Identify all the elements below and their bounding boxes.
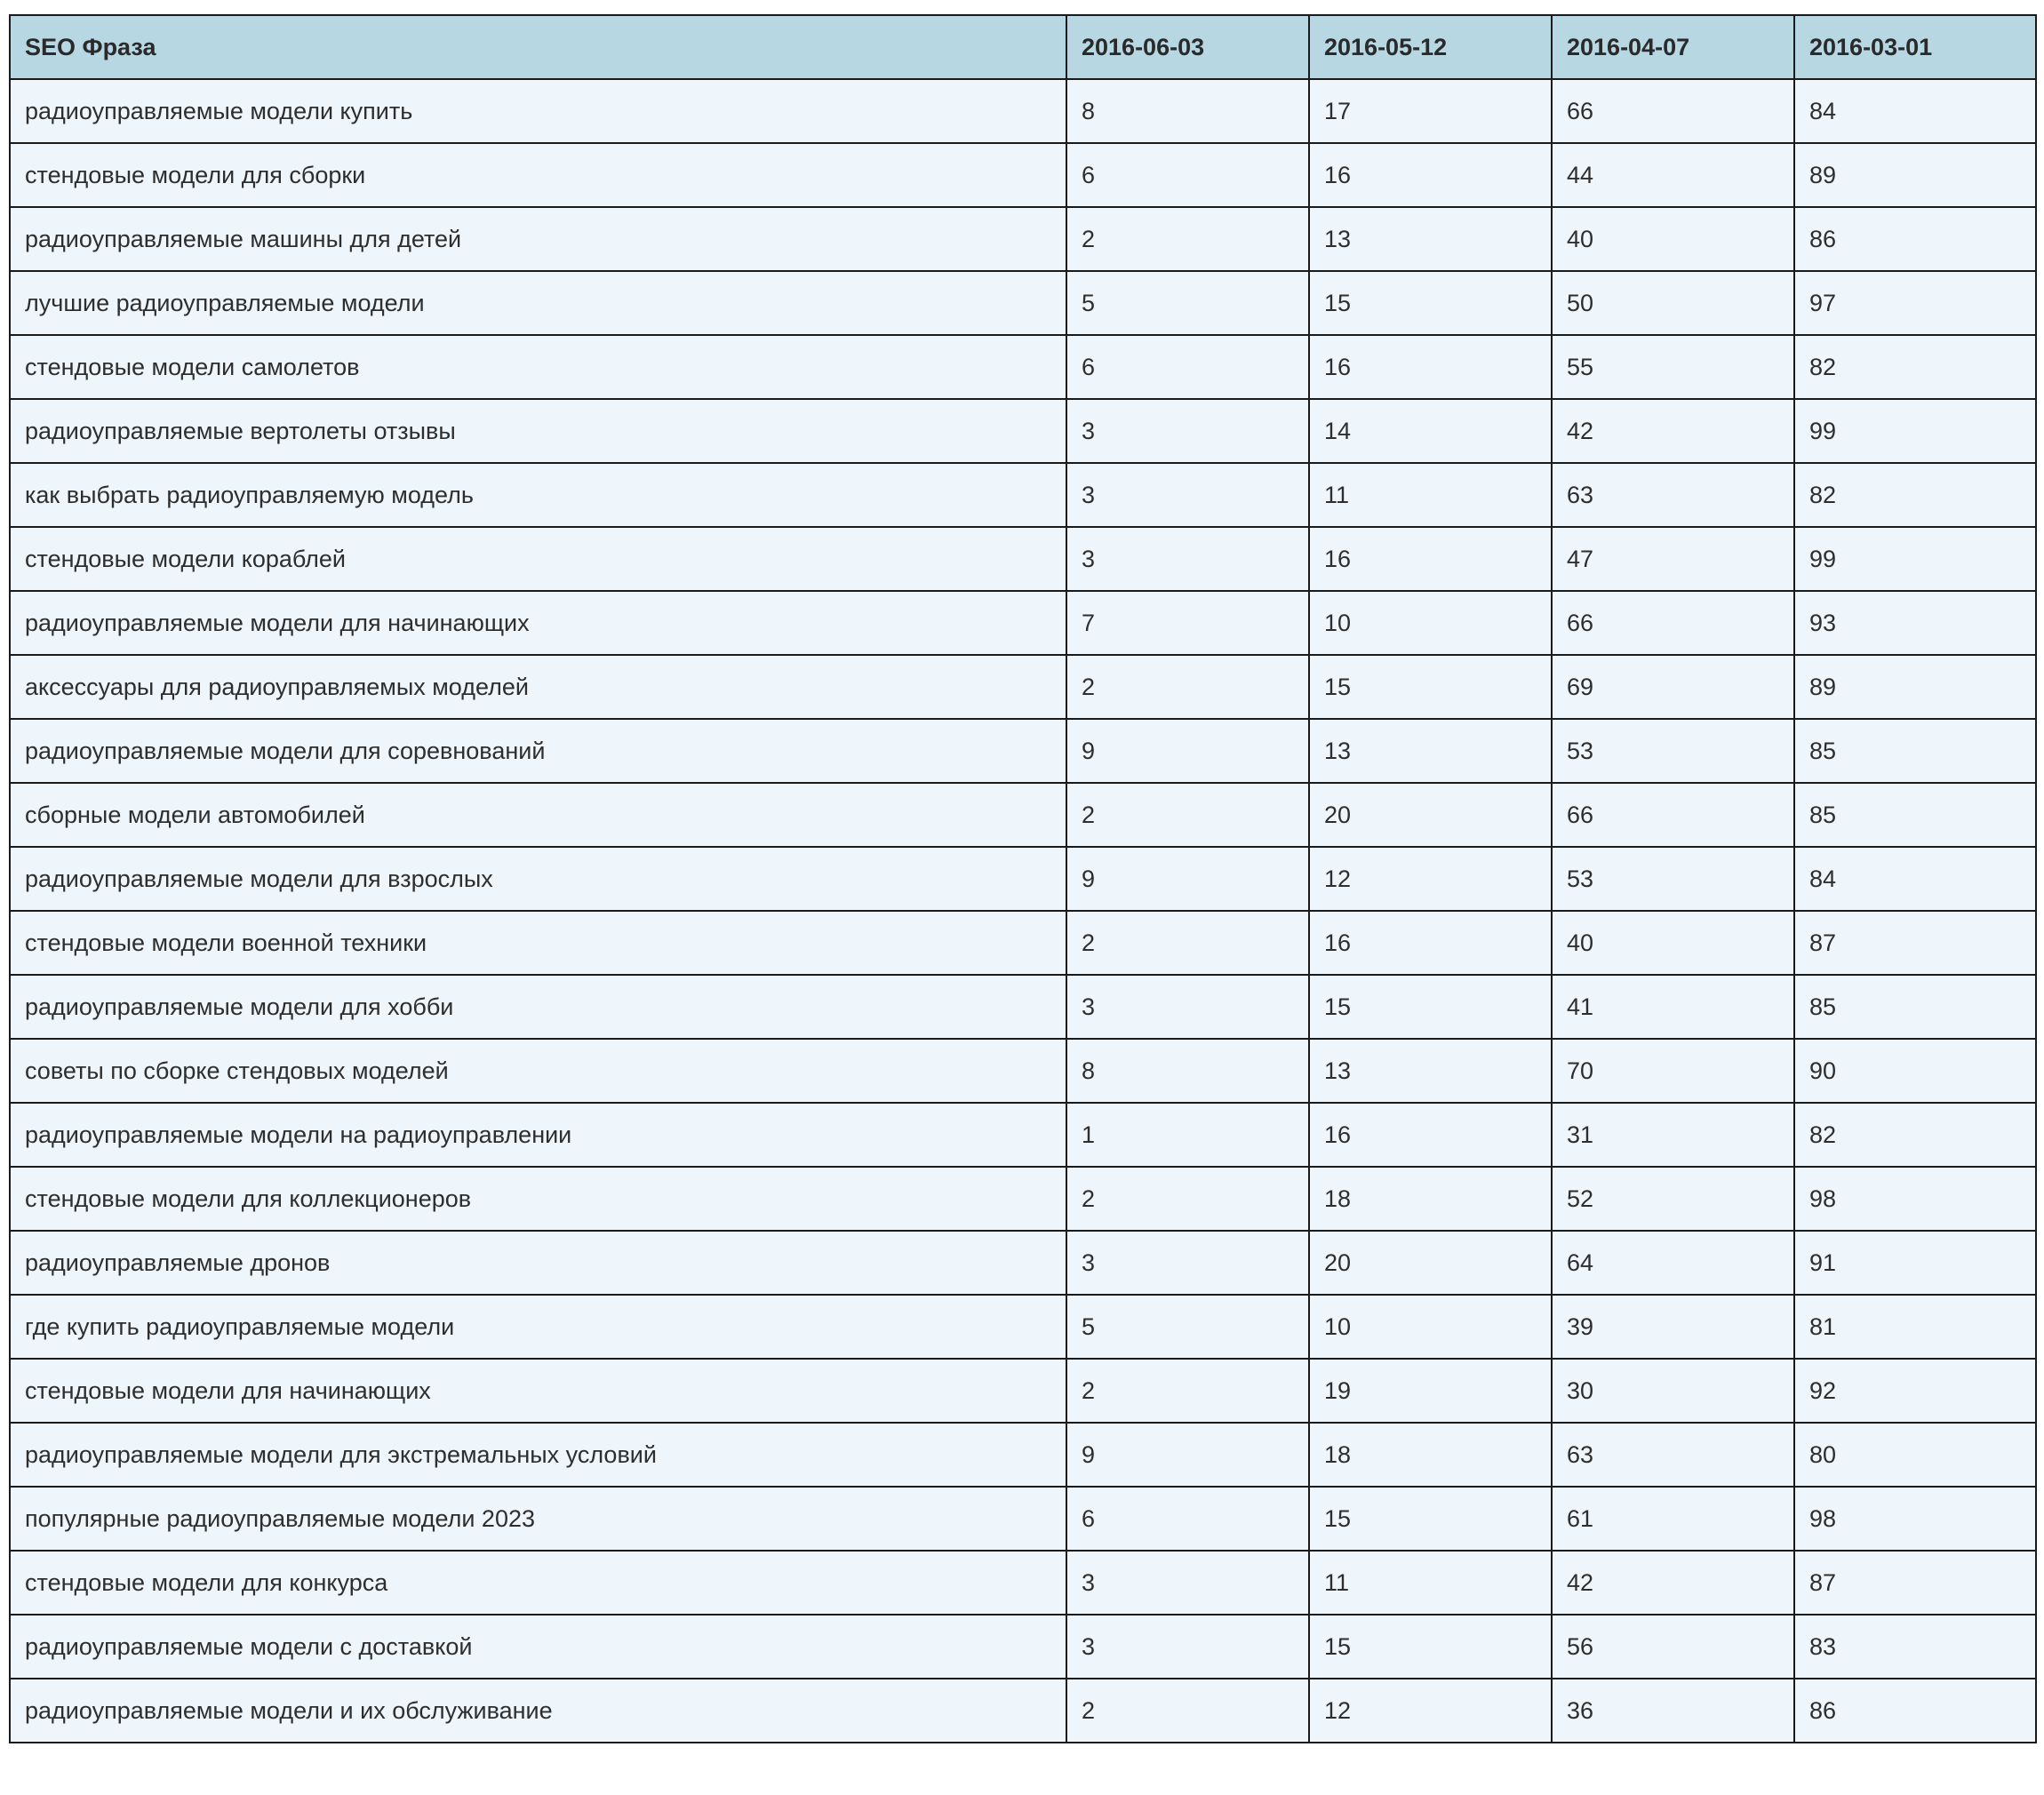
seo-phrase-cell: радиоуправляемые модели для начинающих [10,591,1066,655]
table-row [10,975,2036,1039]
seo-phrase-cell: сборные модели автомобилей [10,783,1066,847]
position-cell: 6 [1066,335,1309,399]
seo-phrase-cell: радиоуправляемые дронов [10,1231,1066,1295]
position-cell: 16 [1309,143,1552,207]
table-row [10,1103,2036,1167]
position-cell: 99 [1794,527,2036,591]
seo-phrase-cell: аксессуары для радиоуправляемых моделей [10,655,1066,719]
position-cell: 3 [1066,975,1309,1039]
position-cell: 66 [1552,783,1794,847]
position-cell: 2 [1066,783,1309,847]
table-row [10,1167,2036,1231]
position-cell: 98 [1794,1167,2036,1231]
table-row [10,591,2036,655]
table-row [10,1551,2036,1615]
position-cell: 11 [1309,463,1552,527]
position-cell: 85 [1794,719,2036,783]
position-cell: 6 [1066,1487,1309,1551]
position-cell: 84 [1794,847,2036,911]
position-cell: 42 [1552,399,1794,463]
position-cell: 40 [1552,207,1794,271]
position-cell: 13 [1309,719,1552,783]
seo-phrase-cell: стендовые модели для сборки [10,143,1066,207]
table-row [10,719,2036,783]
column-header-date: 2016-04-07 [1552,15,1794,79]
position-cell: 50 [1552,271,1794,335]
position-cell: 16 [1309,335,1552,399]
table-row [10,1231,2036,1295]
position-cell: 13 [1309,1039,1552,1103]
table-row [10,1295,2036,1359]
table-row [10,783,2036,847]
table-row [10,1423,2036,1487]
position-cell: 3 [1066,463,1309,527]
table-row [10,335,2036,399]
position-cell: 2 [1066,911,1309,975]
position-cell: 10 [1309,1295,1552,1359]
position-cell: 2 [1066,1679,1309,1743]
table-body [10,79,2036,1743]
position-cell: 30 [1552,1359,1794,1423]
position-cell: 83 [1794,1615,2036,1679]
table-row [10,527,2036,591]
position-cell: 10 [1309,591,1552,655]
table-header-row [10,15,2036,79]
position-cell: 3 [1066,1615,1309,1679]
position-cell: 12 [1309,1679,1552,1743]
position-cell: 2 [1066,1167,1309,1231]
position-cell: 15 [1309,655,1552,719]
table-row [10,271,2036,335]
position-cell: 56 [1552,1615,1794,1679]
seo-phrase-cell: стендовые модели кораблей [10,527,1066,591]
position-cell: 53 [1552,847,1794,911]
position-cell: 15 [1309,1487,1552,1551]
position-cell: 5 [1066,1295,1309,1359]
seo-phrase-cell: радиоуправляемые модели на радиоуправлении [10,1103,1066,1167]
position-cell: 16 [1309,911,1552,975]
table-row [10,847,2036,911]
position-cell: 61 [1552,1487,1794,1551]
position-cell: 84 [1794,79,2036,143]
position-cell: 86 [1794,1679,2036,1743]
position-cell: 98 [1794,1487,2036,1551]
table-row [10,207,2036,271]
seo-phrase-cell: где купить радиоуправляемые модели [10,1295,1066,1359]
position-cell: 42 [1552,1551,1794,1615]
position-cell: 90 [1794,1039,2036,1103]
column-header-phrase: SEO Фраза [10,15,1066,79]
position-cell: 93 [1794,591,2036,655]
seo-phrase-cell: как выбрать радиоуправляемую модель [10,463,1066,527]
seo-phrase-cell: радиоуправляемые модели для взрослых [10,847,1066,911]
position-cell: 15 [1309,975,1552,1039]
position-cell: 11 [1309,1551,1552,1615]
position-cell: 64 [1552,1231,1794,1295]
position-cell: 97 [1794,271,2036,335]
seo-table-container [9,14,2035,1743]
position-cell: 9 [1066,847,1309,911]
position-cell: 40 [1552,911,1794,975]
position-cell: 15 [1309,271,1552,335]
position-cell: 3 [1066,399,1309,463]
position-cell: 85 [1794,783,2036,847]
seo-phrase-cell: популярные радиоуправляемые модели 2023 [10,1487,1066,1551]
seo-phrase-cell: лучшие радиоуправляемые модели [10,271,1066,335]
seo-phrase-cell: стендовые модели для конкурса [10,1551,1066,1615]
seo-phrase-cell: радиоуправляемые вертолеты отзывы [10,399,1066,463]
seo-phrase-cell: радиоуправляемые модели и их обслуживание [10,1679,1066,1743]
position-cell: 15 [1309,1615,1552,1679]
position-cell: 82 [1794,335,2036,399]
position-cell: 53 [1552,719,1794,783]
table-row [10,463,2036,527]
position-cell: 31 [1552,1103,1794,1167]
position-cell: 70 [1552,1039,1794,1103]
position-cell: 66 [1552,591,1794,655]
position-cell: 91 [1794,1231,2036,1295]
position-cell: 87 [1794,1551,2036,1615]
position-cell: 14 [1309,399,1552,463]
table-row [10,1487,2036,1551]
position-cell: 63 [1552,463,1794,527]
position-cell: 81 [1794,1295,2036,1359]
position-cell: 20 [1309,1231,1552,1295]
table-row [10,79,2036,143]
position-cell: 55 [1552,335,1794,399]
seo-phrase-cell: стендовые модели военной техники [10,911,1066,975]
position-cell: 92 [1794,1359,2036,1423]
position-cell: 80 [1794,1423,2036,1487]
seo-phrases-table [9,14,2037,1743]
position-cell: 18 [1309,1167,1552,1231]
position-cell: 12 [1309,847,1552,911]
position-cell: 16 [1309,527,1552,591]
seo-phrase-cell: советы по сборке стендовых моделей [10,1039,1066,1103]
seo-phrase-cell: радиоуправляемые модели для хобби [10,975,1066,1039]
column-header-date: 2016-06-03 [1066,15,1309,79]
position-cell: 82 [1794,463,2036,527]
position-cell: 8 [1066,1039,1309,1103]
position-cell: 69 [1552,655,1794,719]
position-cell: 2 [1066,655,1309,719]
position-cell: 87 [1794,911,2036,975]
table-row [10,1039,2036,1103]
table-row [10,1679,2036,1743]
position-cell: 13 [1309,207,1552,271]
position-cell: 47 [1552,527,1794,591]
position-cell: 2 [1066,1359,1309,1423]
position-cell: 8 [1066,79,1309,143]
seo-phrase-cell: радиоуправляемые модели для экстремальных условий [10,1423,1066,1487]
position-cell: 1 [1066,1103,1309,1167]
position-cell: 41 [1552,975,1794,1039]
seo-phrase-cell: радиоуправляемые модели для соревнований [10,719,1066,783]
table-row [10,1615,2036,1679]
table-row [10,655,2036,719]
position-cell: 20 [1309,783,1552,847]
position-cell: 2 [1066,207,1309,271]
position-cell: 39 [1552,1295,1794,1359]
column-header-date: 2016-03-01 [1794,15,2036,79]
position-cell: 99 [1794,399,2036,463]
position-cell: 63 [1552,1423,1794,1487]
position-cell: 86 [1794,207,2036,271]
position-cell: 7 [1066,591,1309,655]
position-cell: 89 [1794,655,2036,719]
position-cell: 52 [1552,1167,1794,1231]
position-cell: 5 [1066,271,1309,335]
seo-phrase-cell: стендовые модели самолетов [10,335,1066,399]
position-cell: 3 [1066,1231,1309,1295]
position-cell: 85 [1794,975,2036,1039]
position-cell: 44 [1552,143,1794,207]
column-header-date: 2016-05-12 [1309,15,1552,79]
seo-phrase-cell: стендовые модели для начинающих [10,1359,1066,1423]
seo-phrase-cell: радиоуправляемые модели купить [10,79,1066,143]
table-row [10,143,2036,207]
position-cell: 18 [1309,1423,1552,1487]
seo-phrase-cell: стендовые модели для коллекционеров [10,1167,1066,1231]
position-cell: 66 [1552,79,1794,143]
position-cell: 16 [1309,1103,1552,1167]
position-cell: 3 [1066,1551,1309,1615]
table-row [10,911,2036,975]
table-row [10,1359,2036,1423]
position-cell: 9 [1066,1423,1309,1487]
seo-phrase-cell: радиоуправляемые машины для детей [10,207,1066,271]
position-cell: 9 [1066,719,1309,783]
position-cell: 89 [1794,143,2036,207]
position-cell: 17 [1309,79,1552,143]
position-cell: 82 [1794,1103,2036,1167]
position-cell: 36 [1552,1679,1794,1743]
position-cell: 19 [1309,1359,1552,1423]
table-row [10,399,2036,463]
position-cell: 3 [1066,527,1309,591]
position-cell: 6 [1066,143,1309,207]
seo-phrase-cell: радиоуправляемые модели с доставкой [10,1615,1066,1679]
